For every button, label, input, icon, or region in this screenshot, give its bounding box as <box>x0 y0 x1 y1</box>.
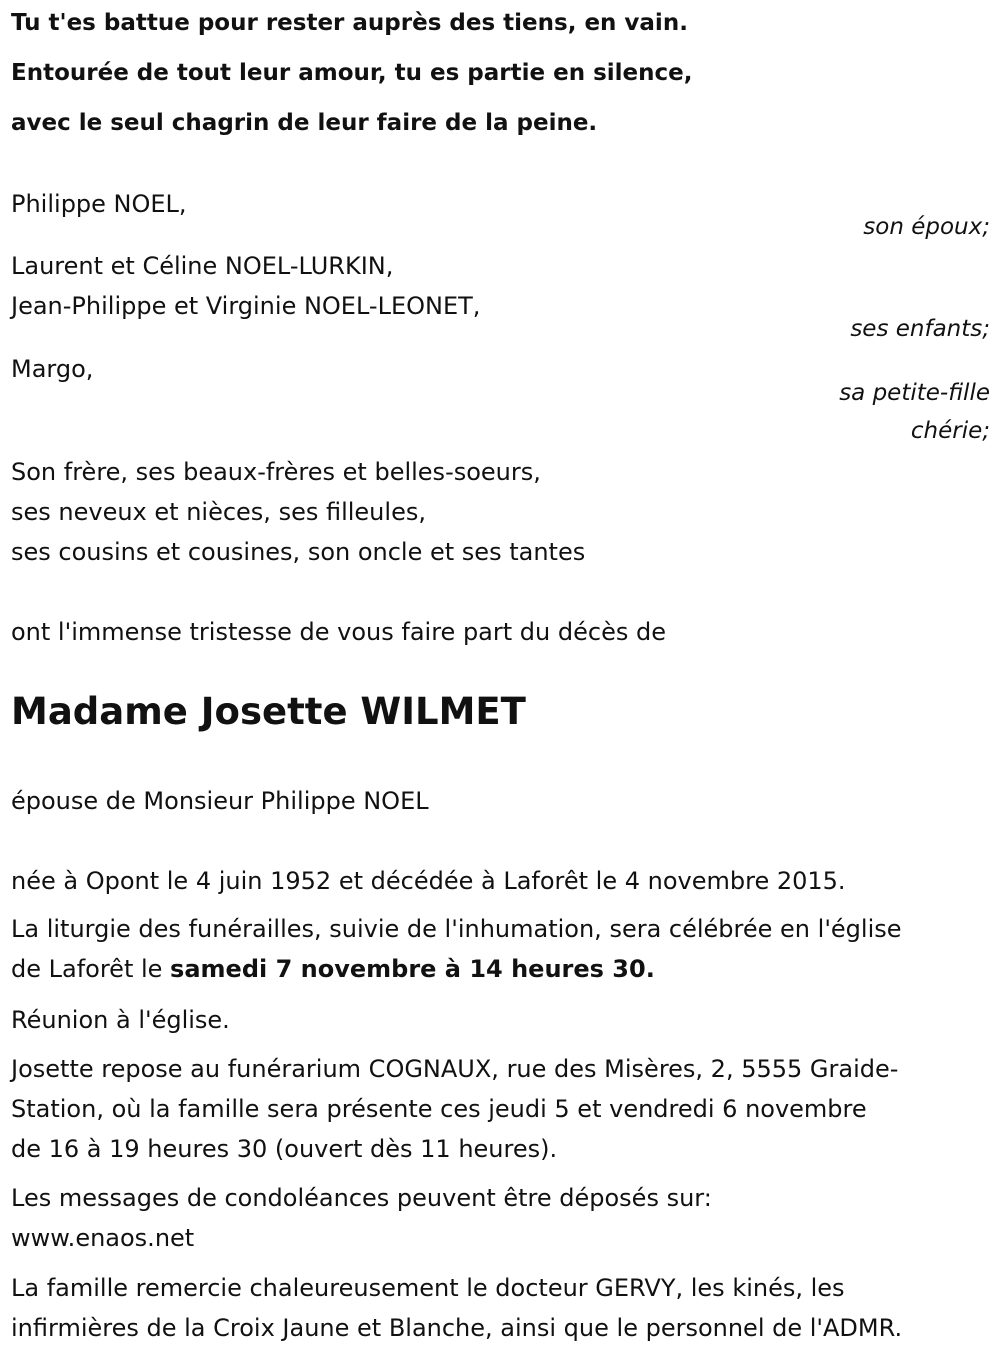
granddaughter-name: Margo, <box>11 355 94 383</box>
deceased-name: Madame Josette WILMET <box>11 690 526 733</box>
condolences-website: www.enaos.net <box>11 1224 195 1252</box>
extended-family-3: ses cousins et cousines, son oncle et ses tantes <box>11 538 586 566</box>
rest-line-1: Josette repose au funérarium COGNAUX, rue des Misères, 2, 5555 Graide- <box>11 1055 899 1083</box>
rest-line-3: de 16 à 19 heures 30 (ouvert dès 11 heures). <box>11 1135 558 1163</box>
spouse-name: Philippe NOEL, <box>11 190 187 218</box>
granddaughter-relation-1: sa petite-fille <box>839 380 990 406</box>
birth-death: née à Opont le 4 juin 1952 et décédée à Laforêt le 4 novembre 2015. <box>11 867 846 895</box>
thanks-line-2: infirmières de la Croix Jaune et Blanche, ainsi que le personnel de l'ADMR. <box>11 1314 903 1342</box>
funeral-line-2-prefix: de Laforêt le <box>11 955 171 983</box>
child-1: Laurent et Céline NOEL-LURKIN, <box>11 252 394 280</box>
rest-line-2: Station, où la famille sera présente ces jeudi 5 et vendredi 6 novembre <box>11 1095 867 1123</box>
poem-line-3: avec le seul chagrin de leur faire de la peine. <box>11 110 598 136</box>
funeral-line-1: La liturgie des funérailles, suivie de l'inhumation, sera célébrée en l'église <box>11 915 902 943</box>
granddaughter-relation-2: chérie; <box>910 418 990 444</box>
spouse-relation: son époux; <box>863 214 990 240</box>
child-2: Jean-Philippe et Virginie NOEL-LEONET, <box>11 292 481 320</box>
poem-line-1: Tu t'es battue pour rester auprès des tiens, en vain. <box>11 10 688 36</box>
poem-line-2: Entourée de tout leur amour, tu es partie en silence, <box>11 60 693 86</box>
funeral-line-2 <box>11 955 655 983</box>
funeral-date: samedi 7 novembre à 14 heures 30. <box>170 955 655 983</box>
extended-family-1: Son frère, ses beaux-frères et belles-soeurs, <box>11 458 541 486</box>
thanks-line-1: La famille remercie chaleureusement le docteur GERVY, les kinés, les <box>11 1274 845 1302</box>
children-relation: ses enfants; <box>850 316 990 342</box>
extended-family-2: ses neveux et nièces, ses filleules, <box>11 498 426 526</box>
condolences-line: Les messages de condoléances peuvent être déposés sur: <box>11 1184 712 1212</box>
spouse-of: épouse de Monsieur Philippe NOEL <box>11 787 429 815</box>
meeting-note: Réunion à l'église. <box>11 1006 230 1034</box>
announcement: ont l'immense tristesse de vous faire part du décès de <box>11 618 666 646</box>
